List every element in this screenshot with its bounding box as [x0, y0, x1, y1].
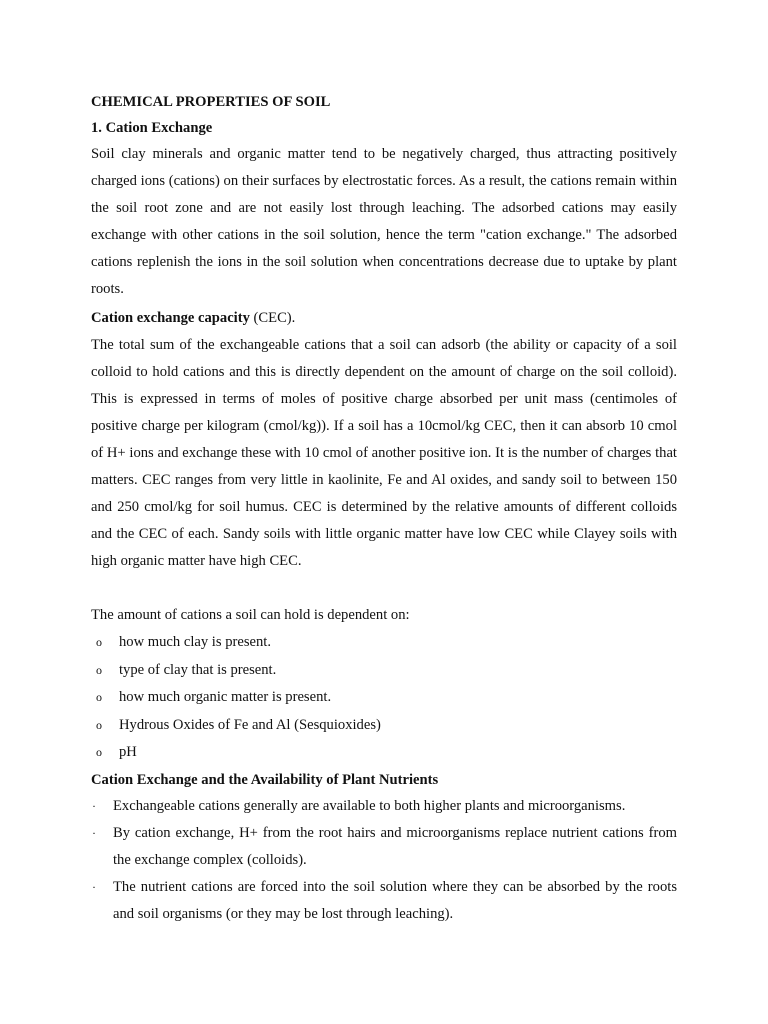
list-item: [91, 820, 677, 874]
section-heading-availability: Cation Exchange and the Availability of Plant Nutrients: [91, 771, 439, 788]
list-item: [91, 684, 677, 712]
document-title: CHEMICAL PROPERTIES OF SOIL: [91, 94, 331, 110]
list-item: [91, 629, 677, 657]
circle-bullet-icon: o: [96, 662, 102, 677]
list-item-text: Hydrous Oxides of Fe and Al (Sesquioxides): [119, 716, 381, 733]
list-item-text: how much organic matter is present.: [119, 689, 332, 705]
section-heading-cation-exchange: 1. Cation Exchange: [91, 120, 213, 136]
cec-term: Cation exchange capacity: [91, 310, 250, 326]
list-item-text: The nutrient cations are forced into the soil solution where they can be absorbed by the roots and soil organisms (or they may be lost through leaching).: [113, 878, 677, 922]
list-item: [91, 657, 677, 685]
circle-bullet-icon: o: [96, 635, 102, 649]
cation-exchange-paragraph: Soil clay minerals and organic matter tend to be negatively charged, thus attracting positively charged ions (cations) on their surfaces by electrostatic forces. As a result, the cations remain within the soil root zone and are not easily lost through leaching. The adsorbed cations may easily exchange with other cations in the soil solution, hence the term "cation exchange." The adsorbed cations replenish the ions in the soil solution when concentrations decrease due to uptake by plant roots.: [91, 146, 677, 297]
circle-bullet-icon: o: [96, 745, 102, 759]
cec-abbreviation: (CEC).: [249, 310, 296, 326]
circle-bullet-icon: o: [96, 690, 102, 704]
circle-bullet-icon: o: [96, 717, 102, 732]
list-item: [91, 739, 677, 767]
list-item-text: Exchangeable cations generally are available to both higher plants and microorganisms.: [113, 797, 626, 814]
cec-heading-line: [91, 305, 677, 332]
list-item-text: how much clay is present.: [119, 634, 271, 650]
dot-bullet-icon: ·: [92, 798, 96, 813]
dependence-intro: The amount of cations a soil can hold is dependent on:: [91, 607, 410, 623]
dot-bullet-icon: ·: [92, 825, 96, 840]
list-item: [91, 712, 677, 740]
availability-list: [91, 793, 677, 928]
list-item: [91, 793, 677, 820]
list-item-text: By cation exchange, H+ from the root hairs and microorganisms replace nutrient cations from the exchange complex (colloids).: [113, 824, 677, 868]
dependence-list: [91, 629, 677, 767]
cec-paragraph: The total sum of the exchangeable cations that a soil can adsorb (the ability or capacity of a soil colloid to hold cations and this is directly dependent on the amount of charge on the soil colloid). This is expressed in terms of moles of positive charge absorbed per unit mass (centimoles of positive charge per kilogram (cmol/kg)). If a soil has a 10cmol/kg CEC, then it can absorb 10 cmol of H+ ions and exchange these with 10 cmol of another positive ion. It is the number of charges that matters. CEC ranges from very little in kaolinite, Fe and Al oxides, and sandy soil to between 150 and 250 cmol/kg for soil humus. CEC is determined by the relative amounts of different colloids and the CEC of each. Sandy soils with little organic matter have low CEC while Clayey soils with high organic matter have high CEC.: [91, 337, 677, 569]
blank-line: [91, 575, 677, 602]
list-item-text: pH: [119, 744, 137, 760]
document-page: [91, 89, 677, 928]
list-item: [91, 874, 677, 928]
dot-bullet-icon: ·: [92, 879, 96, 894]
list-item-text: type of clay that is present.: [119, 661, 277, 678]
